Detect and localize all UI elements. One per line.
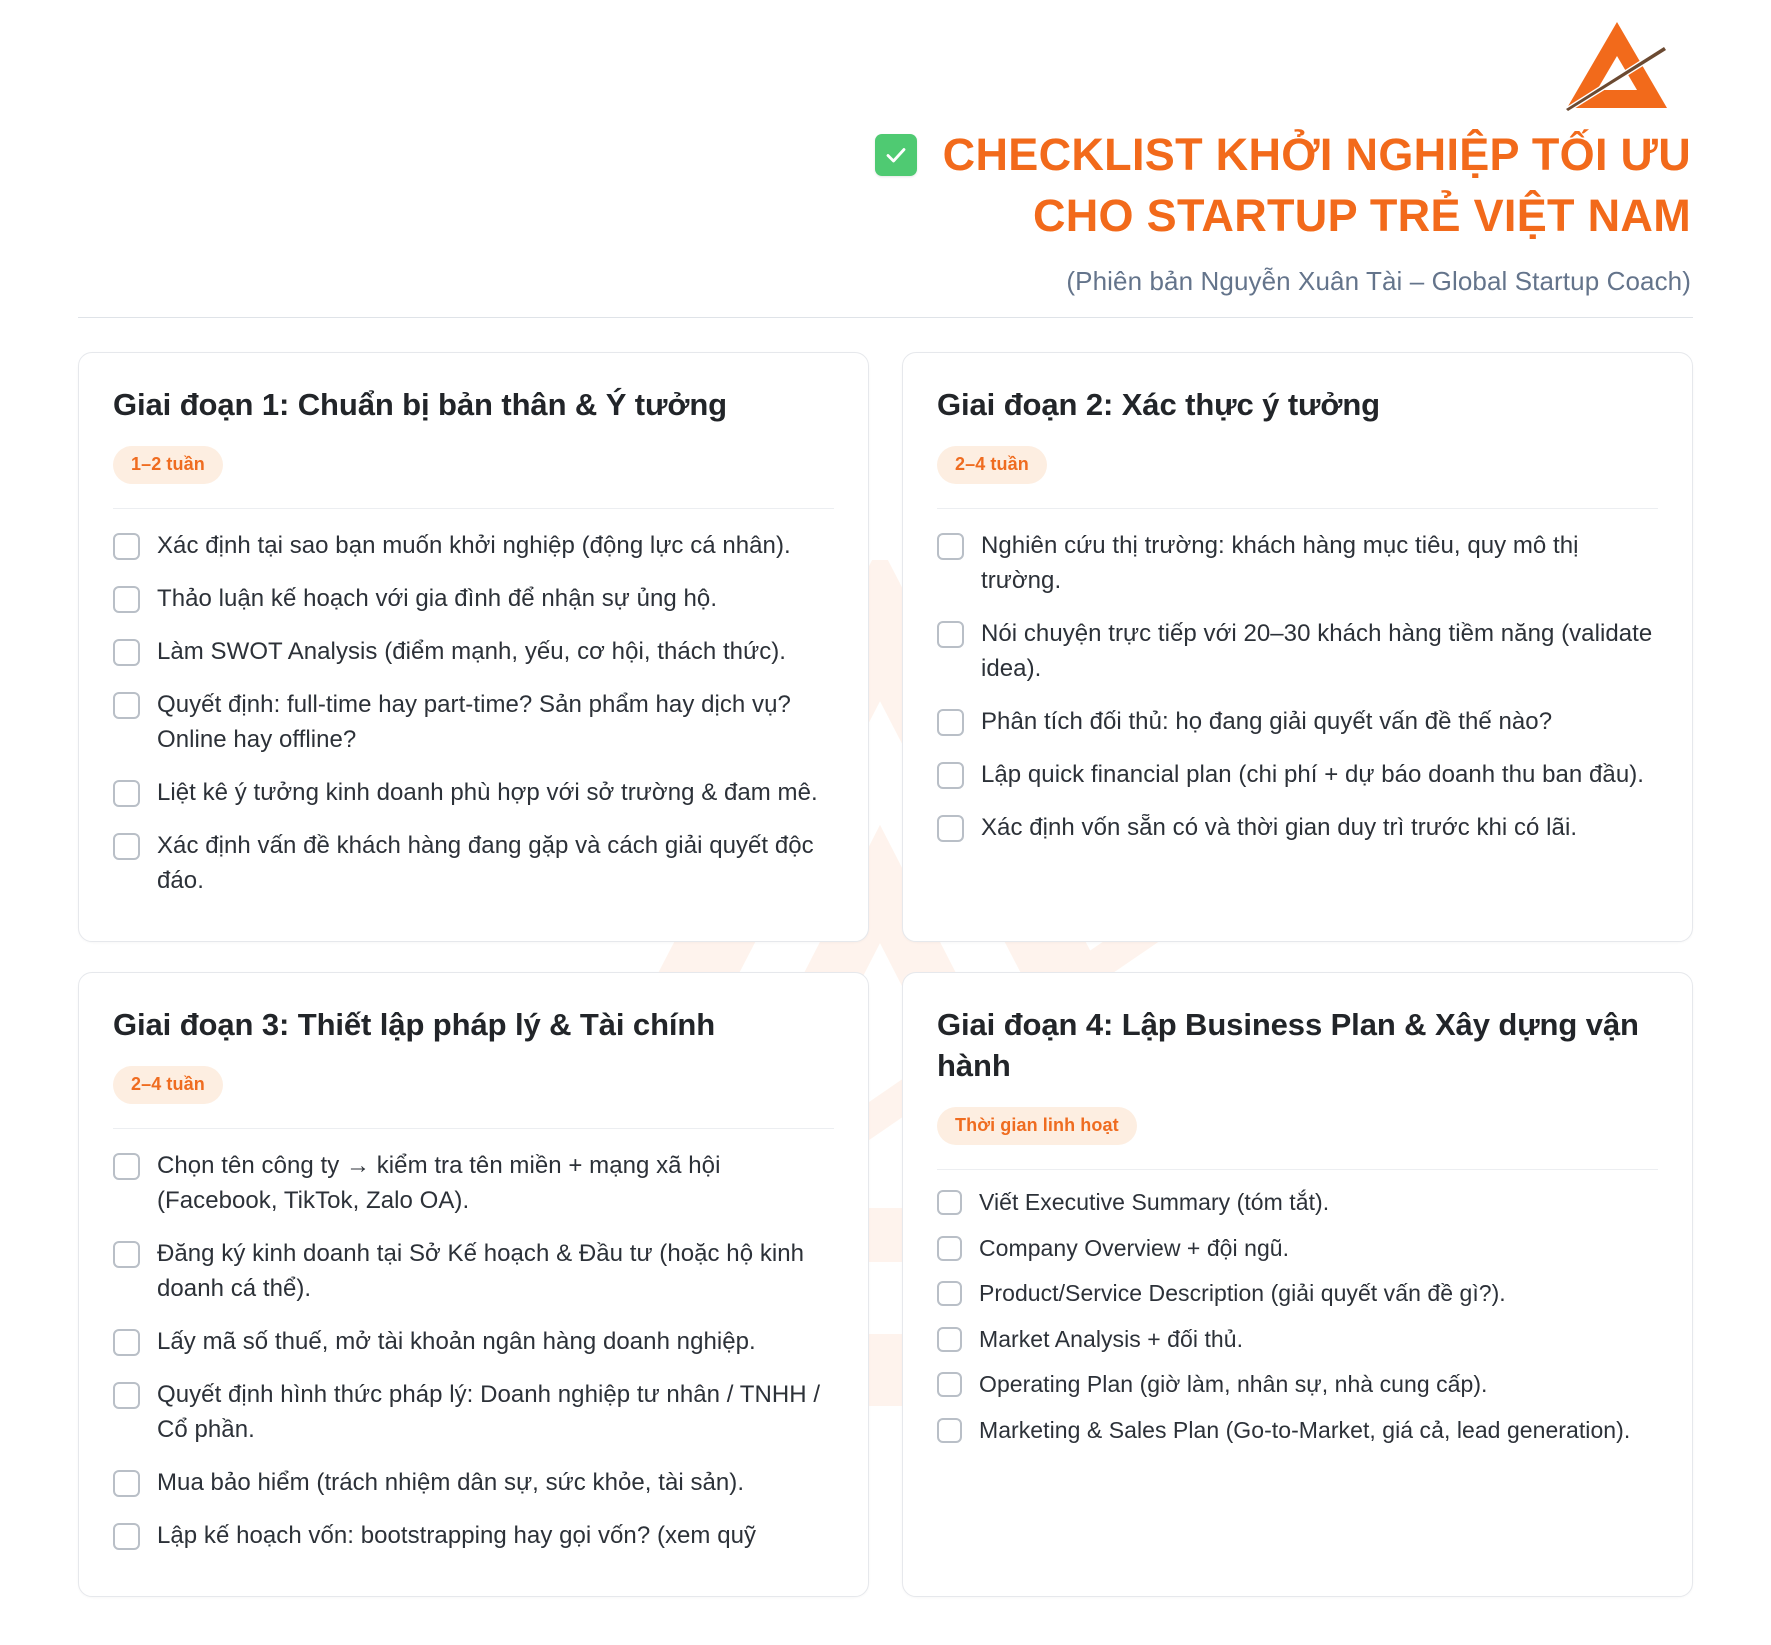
checklist-item[interactable] [113, 678, 834, 766]
stage-card-title: Giai đoạn 4: Lập Business Plan & Xây dựng vận hành [937, 1007, 1639, 1084]
checklist-item[interactable] [113, 1368, 834, 1456]
checklist-item-label: Lập quick financial plan (chi phí + dự báo doanh thu ban đầu). [981, 761, 1644, 789]
checklist-item-label: Viết Executive Summary (tóm tắt). [979, 1188, 1330, 1215]
checklist-item[interactable] [937, 519, 1658, 607]
checkbox-icon[interactable] [113, 833, 140, 860]
checkbox-icon[interactable] [937, 533, 964, 560]
checklist-item[interactable] [113, 819, 834, 907]
checklist-item-label: Mua bảo hiểm (trách nhiệm dân sự, sức khỏe, tài sản). [157, 1469, 745, 1497]
checklist-item[interactable] [937, 801, 1658, 854]
checkbox-icon[interactable] [937, 1418, 962, 1443]
checklist-item-label: Lập kế hoạch vốn: bootstrapping hay gọi vốn? (xem quỹ [157, 1522, 757, 1550]
checklist-item-label: Đăng ký kinh doanh tại Sở Kế hoạch & Đầu tư (hoặc hộ kinh doanh cá thể). [157, 1240, 805, 1303]
checkbox-icon[interactable] [113, 692, 140, 719]
checkbox-icon[interactable] [937, 762, 964, 789]
title-line-1 [78, 128, 1691, 183]
page-subtitle: (Phiên bản Nguyễn Xuân Tài – Global Startup Coach) [1066, 265, 1691, 296]
checklist-item-label: Phân tích đối thủ: họ đang giải quyết vấn đề thế nào? [981, 708, 1553, 736]
checklist-item-label: Chọn tên công ty → kiểm tra tên miền + mạng xã hội (Facebook, TikTok, Zalo OA). [157, 1152, 721, 1215]
checkbox-icon[interactable] [937, 1236, 962, 1261]
checkbox-icon[interactable] [113, 1470, 140, 1497]
stage-card-3 [78, 972, 869, 1597]
checklist-item-label: Operating Plan (giờ làm, nhân sự, nhà cung cấp). [979, 1371, 1488, 1398]
checkbox-icon[interactable] [937, 1372, 962, 1397]
checklist-item-label: Product/Service Description (giải quyết vấn đề gì?). [979, 1280, 1506, 1307]
checkbox-icon[interactable] [113, 780, 140, 807]
checklist-item[interactable] [937, 1180, 1658, 1226]
stage-card-1 [78, 352, 869, 942]
checklist [937, 519, 1658, 854]
stage-card-title: Giai đoạn 1: Chuẩn bị bản thân & Ý tưởng [113, 387, 727, 422]
checklist-item[interactable] [937, 607, 1658, 695]
stage-duration-badge: Thời gian linh hoạt [937, 1107, 1137, 1145]
card-divider [113, 1128, 834, 1129]
stage-duration-badge: 2–4 tuần [113, 1066, 223, 1104]
brand-logo [78, 18, 1693, 128]
card-divider [113, 508, 834, 509]
checklist-item[interactable] [937, 1408, 1658, 1454]
checkbox-icon[interactable] [113, 533, 140, 560]
checklist-item[interactable] [113, 1139, 834, 1227]
checkbox-icon[interactable] [937, 815, 964, 842]
stage-card-title: Giai đoạn 2: Xác thực ý tưởng [937, 387, 1380, 422]
checkbox-icon[interactable] [113, 1523, 140, 1550]
checkbox-icon[interactable] [937, 1281, 962, 1306]
checklist-item[interactable] [113, 1456, 834, 1509]
checklist-item[interactable] [113, 519, 834, 572]
checklist-item[interactable] [113, 766, 834, 819]
page-title-line-2: CHO STARTUP TRẺ VIỆT NAM [1032, 189, 1691, 241]
stage-duration-badge: 1–2 tuần [113, 446, 223, 484]
card-divider [937, 1169, 1658, 1170]
page-title-line-1: CHECKLIST KHỞI NGHIỆP TỐI ƯU [942, 129, 1691, 180]
checklist-item-label: Market Analysis + đối thủ. [979, 1325, 1244, 1352]
checkbox-icon[interactable] [113, 1153, 140, 1180]
checklist-item[interactable] [113, 1227, 834, 1315]
checkbox-icon[interactable] [113, 1241, 140, 1268]
checklist-item-label: Quyết định: full-time hay part-time? Sản phẩm hay dịch vụ? Online hay offline? [157, 691, 791, 754]
checklist-item-label: Marketing & Sales Plan (Go-to-Market, giá cả, lead generation). [979, 1416, 1631, 1443]
stage-card-title: Giai đoạn 3: Thiết lập pháp lý & Tài chính [113, 1007, 716, 1043]
checklist-item[interactable] [113, 1509, 834, 1562]
page-header [0, 0, 1771, 352]
checklist-item-label: Nghiên cứu thị trường: khách hàng mục tiêu, quy mô thị trường. [981, 531, 1579, 594]
checkbox-icon[interactable] [113, 586, 140, 613]
checklist-item-label: Quyết định hình thức pháp lý: Doanh nghiệp tư nhân / TNHH / Cổ phần. [157, 1381, 821, 1444]
checklist-item[interactable] [937, 1271, 1658, 1317]
checkbox-icon[interactable] [113, 639, 140, 666]
checklist-item[interactable] [937, 1226, 1658, 1272]
checklist-item[interactable] [937, 748, 1658, 801]
checkbox-icon[interactable] [937, 1327, 962, 1352]
checkbox-icon[interactable] [937, 1190, 962, 1215]
stage-card-grid [0, 352, 1771, 1597]
green-checkmark-icon [875, 134, 917, 176]
checkbox-icon[interactable] [113, 1329, 140, 1356]
checklist-item-label: Xác định tại sao bạn muốn khởi nghiệp (động lực cá nhân). [157, 531, 791, 559]
checklist [113, 1139, 834, 1562]
checklist [937, 1180, 1658, 1453]
checkbox-icon[interactable] [937, 709, 964, 736]
checklist-item-label: Liệt kê ý tưởng kinh doanh phù hợp với sở trường & đam mê. [157, 779, 818, 807]
checklist-item[interactable] [113, 572, 834, 625]
checklist-item-label: Xác định vốn sẵn có và thời gian duy trì trước khi có lãi. [981, 814, 1578, 842]
title-line-2 [78, 189, 1691, 244]
checklist-item[interactable] [113, 1315, 834, 1368]
checklist-item-label: Company Overview + đội ngũ. [979, 1234, 1290, 1261]
checklist-item-label: Xác định vấn đề khách hàng đang gặp và cách giải quyết độc đáo. [157, 832, 814, 895]
checklist-item[interactable] [937, 1362, 1658, 1408]
checklist-item-label: Lấy mã số thuế, mở tài khoản ngân hàng doanh nghiệp. [157, 1328, 756, 1356]
checklist-item-label: Thảo luận kế hoạch với gia đình để nhận sự ủng hộ. [157, 584, 718, 612]
card-divider [937, 508, 1658, 509]
checklist-item[interactable] [113, 625, 834, 678]
checkbox-icon[interactable] [937, 621, 964, 648]
checklist-item-label: Làm SWOT Analysis (điểm mạnh, yếu, cơ hội, thách thức). [157, 637, 787, 665]
header-divider [78, 317, 1693, 318]
stage-duration-badge: 2–4 tuần [937, 446, 1047, 484]
checklist [113, 519, 834, 907]
stage-card-2 [902, 352, 1693, 942]
checklist-item[interactable] [937, 1317, 1658, 1363]
title-block [78, 128, 1693, 297]
checklist-item[interactable] [937, 695, 1658, 748]
acme-triangle-logo-icon [1563, 18, 1671, 114]
checkbox-icon[interactable] [113, 1382, 140, 1409]
checklist-item-label: Nói chuyện trực tiếp với 20–30 khách hàng tiềm năng (validate idea). [981, 619, 1653, 682]
stage-card-4 [902, 972, 1693, 1597]
